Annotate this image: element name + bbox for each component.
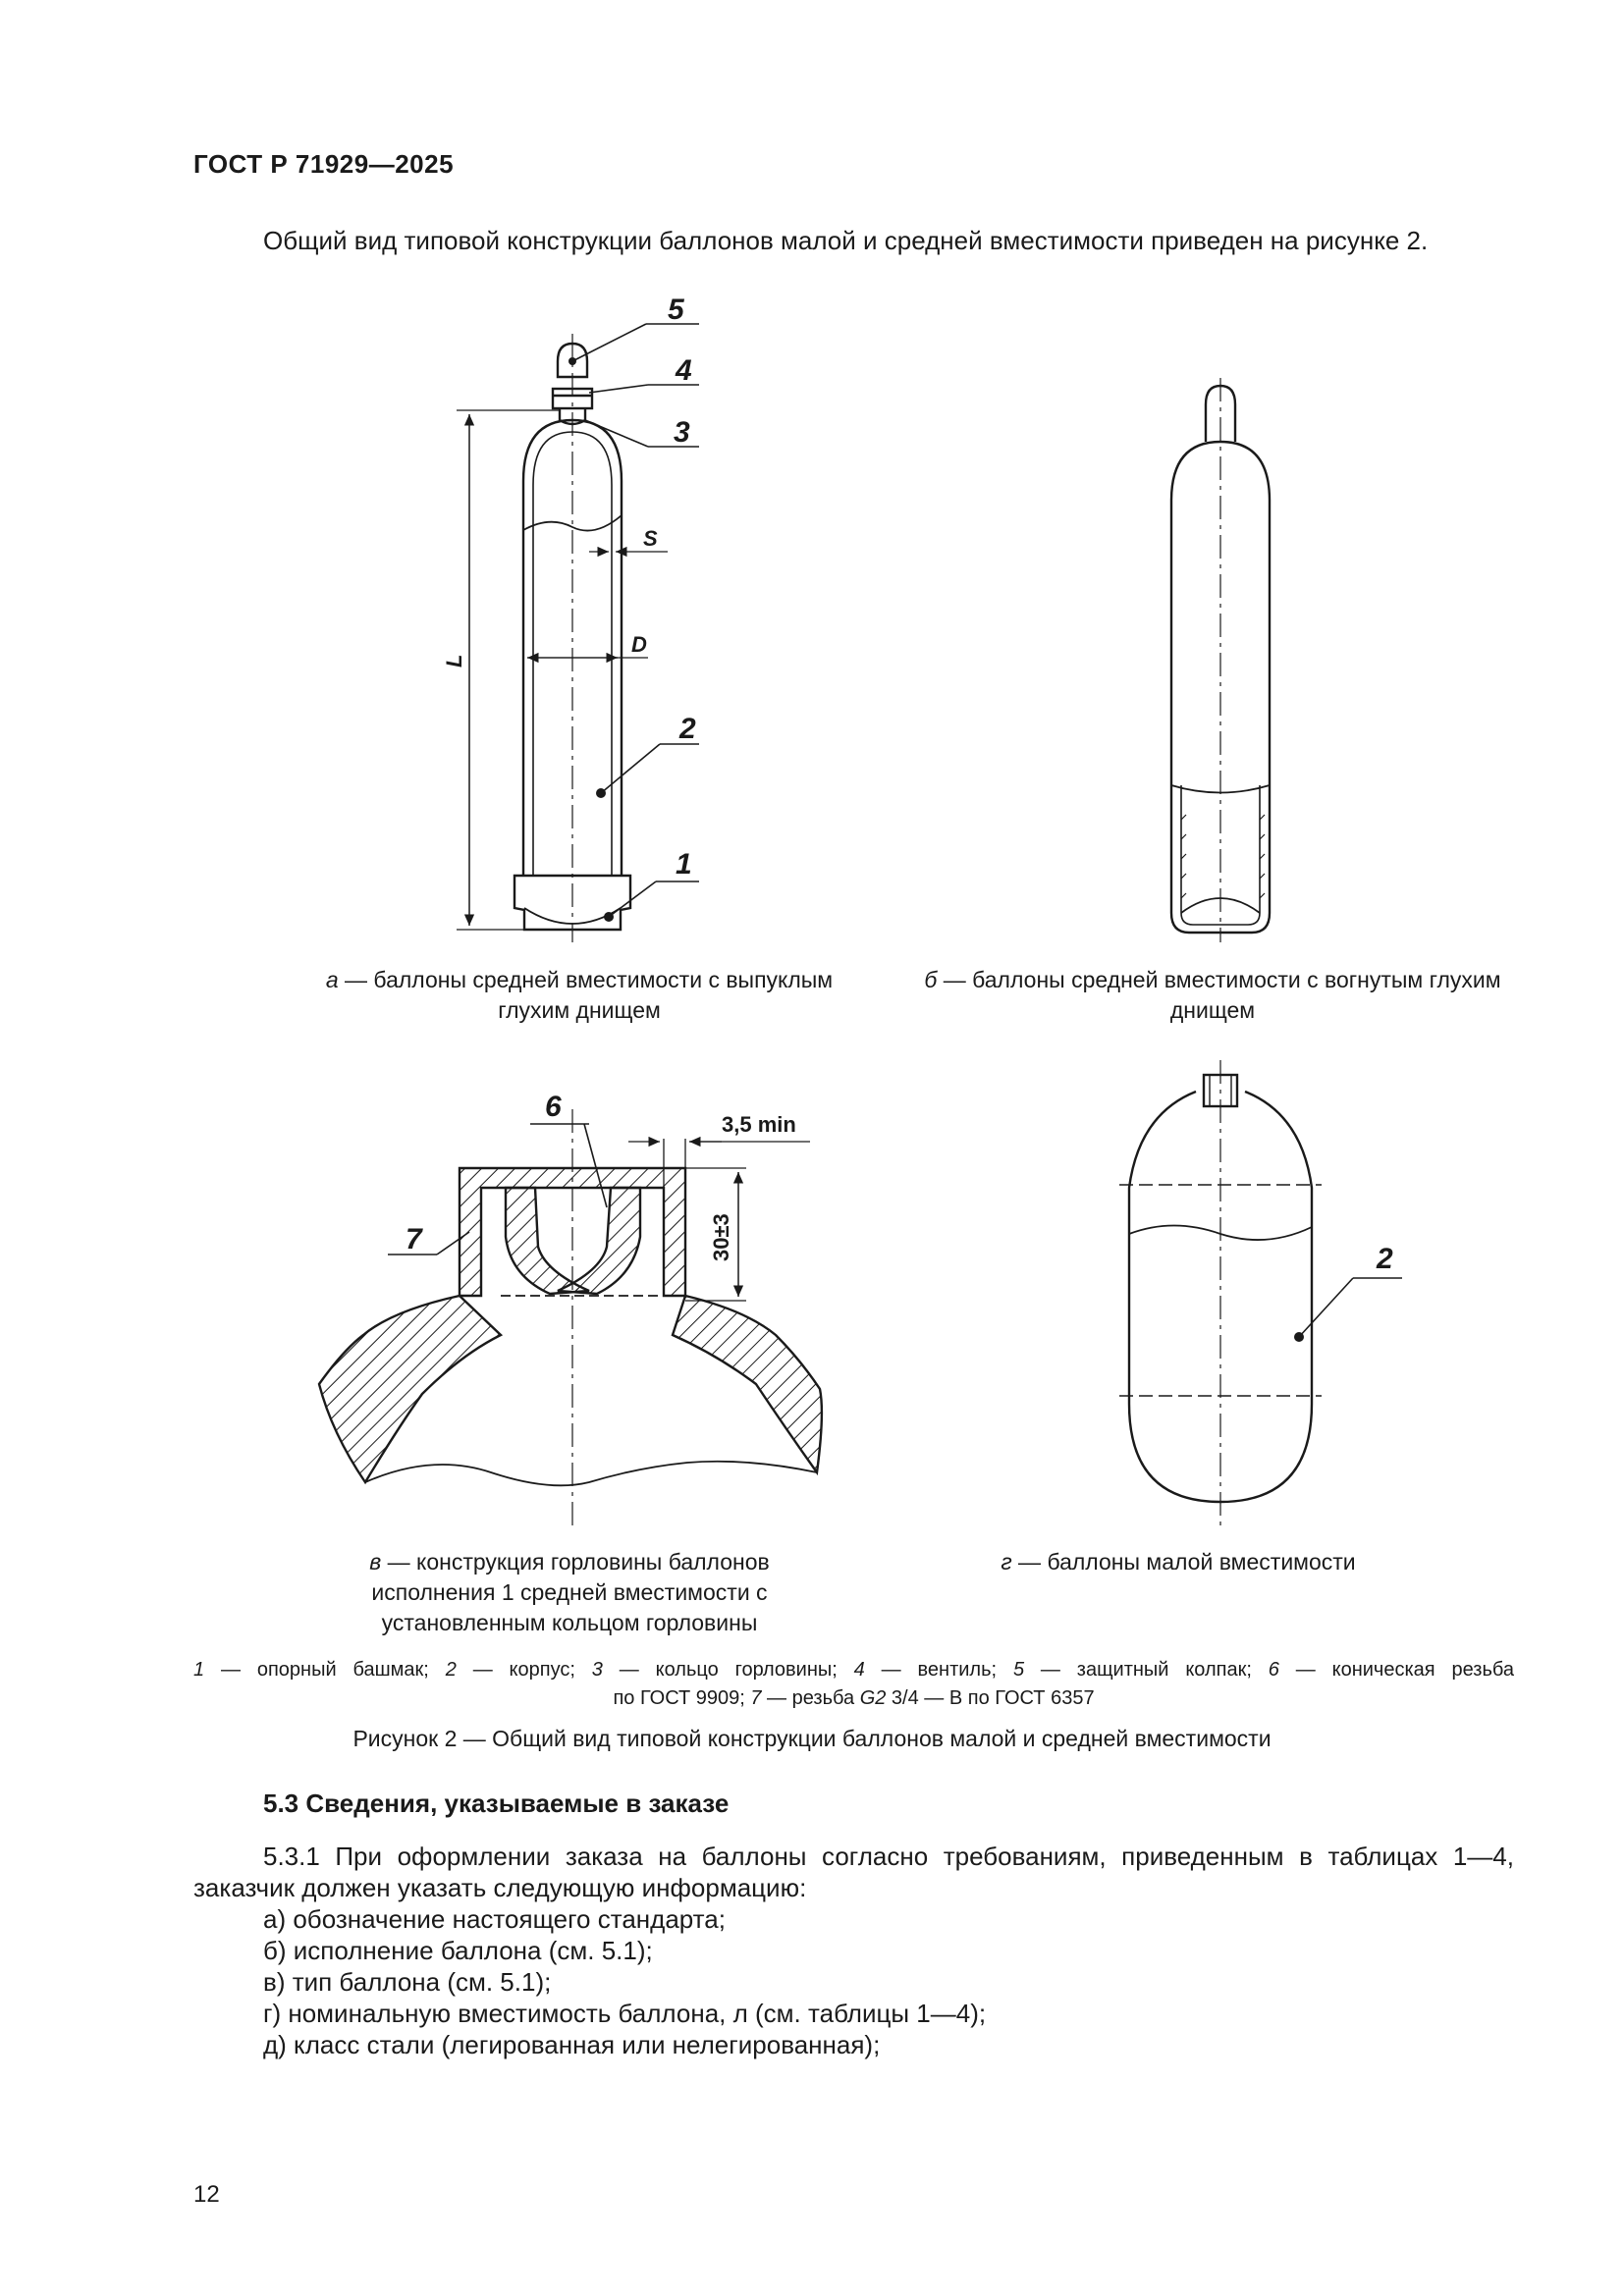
figure-v-neck-construction [304,1075,835,1546]
legend-num-6: 6 [1268,1659,1279,1681]
caption-b-line2: днищем [1169,997,1256,1023]
legend-num-7: 7 [750,1687,762,1709]
caption-g [884,1547,1473,1577]
list-item: д) класс стали (легированная или нелегированная); [263,2030,881,2059]
callout-7: 7 [406,1223,422,1255]
figure-title: Рисунок 2 — Общий вид типовой конструкции баллонов малой и средней вместимости [352,1726,1272,1751]
legend-num-5: 5 [1012,1659,1025,1681]
caption-b-letter: б [924,967,938,992]
list-item: в) тип баллона (см. 5.1); [263,1967,552,1997]
page-number: 12 [193,2181,220,2208]
dim-S: S [643,526,658,551]
callout-2b: 2 [1377,1243,1393,1275]
caption-v-line1: — конструкция горловины баллонов [381,1549,770,1575]
order-info-list [263,1903,986,2060]
figure-a-convex-bottom-cylinder [432,285,756,952]
caption-v-letter: в [369,1549,382,1575]
dim-30-pm-3: 30±3 [709,1213,733,1261]
callout-3: 3 [674,416,690,449]
legend-text-line2: по ГОСТ 9909; [613,1687,751,1709]
caption-v-line2: исполнения 1 средней вместимости с [371,1579,768,1605]
list-item: г) номинальную вместимость баллона, л (см. таблицы 1—4); [263,1999,987,2028]
caption-a [226,965,933,1026]
legend-text-7: — резьба [761,1687,860,1709]
intro-paragraph: Общий вид типовой конструкции баллонов малой и средней вместимости приведен на рисунке 2. [263,226,1429,255]
figure-g-small-cylinder [1090,1050,1424,1541]
list-item: б) исполнение баллона (см. 5.1); [263,1936,653,1965]
document-header: ГОСТ Р 71929—2025 [193,149,455,179]
paragraph-5-3-1-line2: заказчик должен указать следующую информацию: [193,1873,807,1902]
legend-num-2: 2 [445,1659,457,1681]
caption-a-line2: глухим днищем [498,997,661,1023]
caption-b [864,965,1561,1026]
paragraph-5-3-1 [193,1841,1514,1903]
caption-g-line1: — баллоны малой вместимости [1011,1549,1356,1575]
section-heading: 5.3 Сведения, указываемые в заказе [263,1789,730,1818]
legend-text-6: — коническая резьба [1278,1659,1514,1681]
caption-a-letter: а [325,967,339,992]
list-item: а) обозначение настоящего стандарта; [263,1904,726,1934]
caption-v [275,1547,864,1638]
dim-L: L [442,654,466,667]
callout-1: 1 [676,848,692,881]
legend-num-3: 3 [591,1659,603,1681]
paragraph-5-3-1-line1: 5.3.1 При оформлении заказа на баллоны согласно требованиям, приведенным в таблицах 1—4, [263,1842,1514,1871]
legend-num-4: 4 [853,1659,865,1681]
callout-4: 4 [676,354,692,387]
callout-5: 5 [668,294,684,326]
caption-g-letter: г [1001,1549,1012,1575]
legend-text-2: — корпус; [456,1659,592,1681]
legend-text-8: 3/4 — В по ГОСТ 6357 [886,1687,1095,1709]
dim-D: D [631,632,647,657]
figure-b-concave-bottom-cylinder [1149,373,1296,942]
callout-2: 2 [679,713,696,745]
caption-a-line1: — баллоны средней вместимости с выпуклым [338,967,834,992]
figure-legend [193,1656,1514,1713]
callout-6: 6 [545,1091,562,1123]
legend-num-1: 1 [193,1659,205,1681]
legend-text-5: — защитный колпак; [1024,1659,1269,1681]
legend-text-1: — опорный башмак; [204,1659,446,1681]
legend-text-4: — вентиль; [864,1659,1013,1681]
dim-3-5-min: 3,5 min [722,1112,796,1137]
legend-text-3: — кольцо горловины; [602,1659,854,1681]
legend-thread-g2: G2 [859,1687,887,1709]
caption-v-line3: установленным кольцом горловины [381,1610,758,1635]
caption-b-line1: — баллоны средней вместимости с вогнутым глухим [937,967,1501,992]
